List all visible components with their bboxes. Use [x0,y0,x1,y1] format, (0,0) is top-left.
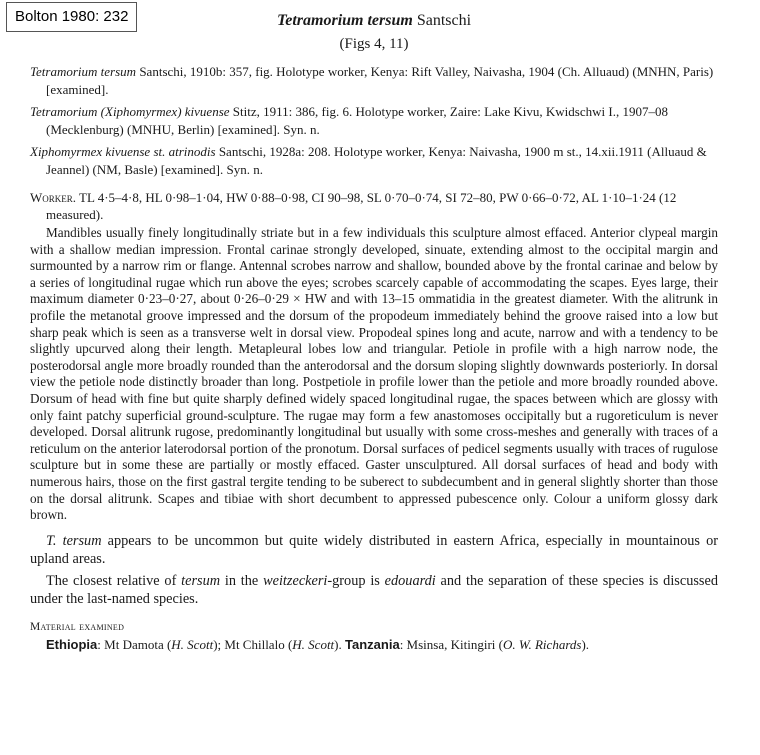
distribution-remark [30,532,718,569]
synonym-name: Xiphomyrmex kivuense st. atrinodis [30,144,216,159]
worker-measurements [30,189,718,223]
remark-text: and the separation of these species is discussed under the last-named species. [30,572,718,608]
relative-species-name: edouardi [384,572,436,589]
species-group-name: weitzeckeri [263,572,328,589]
locality-text: : Msinsa, Kitingiri ( [399,636,503,652]
remark-text: -group is [327,572,385,589]
remark-text: appears to be uncommon but quite widely distributed in eastern Africa, especially in mountainous or upland areas. [30,532,718,568]
material-heading: Material examined [30,620,125,633]
collector-name: H. Scott [292,636,335,652]
remark-text: in the [220,572,264,589]
species-account [30,12,718,653]
locality-text: ). [334,636,346,652]
remarks [30,532,718,609]
synonymy-entry [30,103,718,139]
synonymy-entry [30,63,718,99]
species-title [30,12,718,30]
citation-tag: Bolton 1980: 232 [6,2,137,32]
remark-taxon: T. tersum [46,532,102,549]
remark-text: The closest relative of [46,572,182,589]
locality-text: : Mt Damota ( [97,636,172,652]
species-name: Tetramorium tersum [276,12,413,29]
synonym-text: Stitz, 1911: 386, fig. 6. Holotype worker, Zaire: Lake Kivu, Kwidschwi I., 1907–08 (Mecklenburg) (MNHU, Berlin) [examined]. Syn. n. [46,104,668,137]
synonym-text: Santschi, 1928a: 208. Holotype worker, Kenya: Naivasha, 1900 m st., 14.xii.1911 (Alluaud & Jeannel) (NM, Basle) [examined]. Syn. n. [46,144,707,177]
worker-description: Mandibles usually finely longitudinally striate but in a few individuals this sculpture almost effaced. Anterior clypeal margin with a shallow median impression. Frontal carinae strongly developed, sinuate, extending almost to the occipital margin and surmounted by a narrow rim or flange. Antennal scrobes narrow and shallow, bounded above by the frontal carinae and below by a series of longitudinal rugae which run above the eyes; scrobes scarcely capable of accommodating the scapes. Eyes large, their maximum diameter 0·23–0·27, about 0·26–0·29 × HW and with 13–15 ommatidia in the greatest diameter. With the alitrunk in profile the metanotal groove impressed and the dorsum of the propodeum immediately behind the groove raised into a low but sharp peak which is seen as a transverse welt in dorsal view. Propodeal spines long and acute, narrow and with a tendency to be slightly upcurved along their length. Metapleural lobes low and triangular. Petiole in profile with a high narrow node, the posterodorsal angle more broadly rounded than the anterodorsal and the dorsum sloping slightly downwards posteriorly. In dorsal view the petiole node distinctly broader than long. Postpetiole in profile lower than the petiole and more broadly rounded above. Dorsum of head with fine but quite sharply defined widely spaced longitudinal rugae, the spaces between which are glossy with only faint patchy superficial ground-sculpture. The rugae may form a few anastomoses occipitally but a rugoreticulum is never developed. Dorsal alitrunk rugose, predominantly longitudinal but usually with some cross-meshes and generally with traces of a reticulum on the anterior laterodorsal portion of the pronotum. Dorsal surfaces of pedicel segments usually with traces of rugulose sculpture but in some these are partially or mostly effaced. Gaster unsculptured. All dorsal surfaces of head and body with numerous hairs, those on the first gastral tergite tending to be suberect to subdecumbent and in general slightly shorter than those on the dorsal alitrunk. Scapes and tibiae with short decumbent to appressed pubescence only. Colour a uniform glossy dark brown. [30,225,718,523]
synonym-text: Santschi, 1910b: 357, fig. Holotype worker, Kenya: Rift Valley, Naivasha, 1904 (Ch. Alluaud) (MNHN, Paris) [examined]. [46,64,714,97]
relationship-remark [30,572,718,609]
remark-taxon: tersum [181,572,221,589]
species-author: Santschi [416,12,472,29]
country-name: Tanzania [345,636,400,652]
material-examined [30,636,718,653]
measurement-values: TL 4·5–4·8, HL 0·98–1·04, HW 0·88–0·98, CI 90–98, SL 0·70–0·74, SI 72–80, PW 0·66–0·72, AL 1·10–1·24 (12 measured). [46,190,677,222]
figure-reference: (Figs 4, 11) [339,36,409,52]
locality-text: ); Mt Chillalo ( [213,636,293,652]
worker-label: Worker. [30,190,77,205]
country-name: Ethiopia [46,636,98,652]
synonym-name: Tetramorium (Xiphomyrmex) kivuense [30,104,230,119]
collector-name: H. Scott [171,636,214,652]
collector-name: O. W. Richards [502,636,582,652]
locality-text: ). [581,636,590,652]
synonym-name: Tetramorium tersum [30,64,137,79]
synonymy-list [30,63,718,179]
synonymy-entry [30,143,718,179]
